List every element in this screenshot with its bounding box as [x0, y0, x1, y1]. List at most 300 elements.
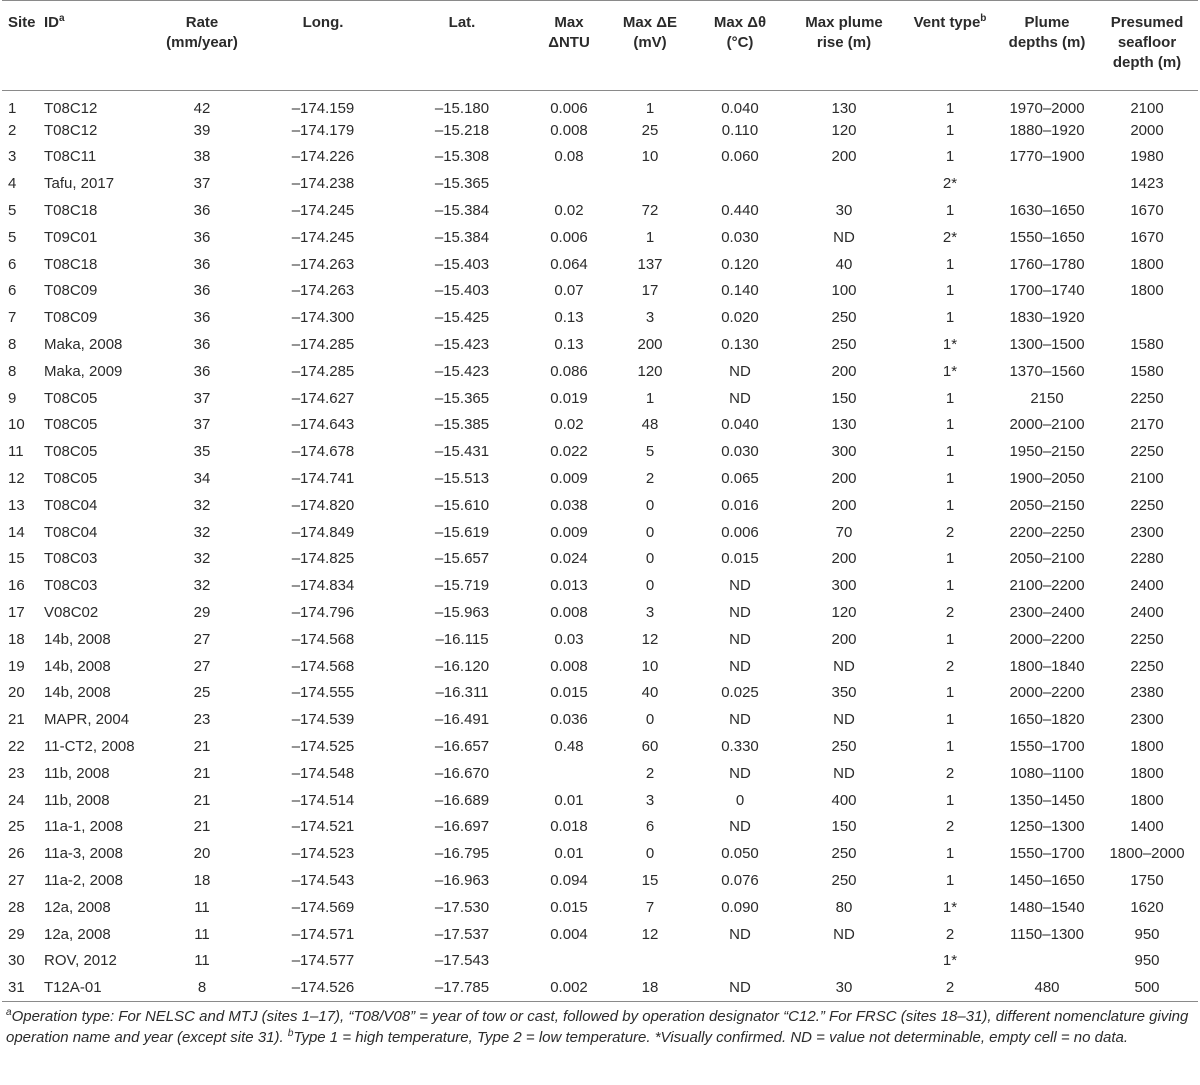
cell-vent-type: 1 [945, 684, 955, 702]
cell-site: 29 [8, 925, 25, 943]
cell-max-ntu: 0.08 [554, 148, 584, 166]
cell-lat: –15.385 [434, 416, 490, 434]
cell-plume-depths: 1700–1740 [1009, 282, 1085, 300]
table-row [2, 305, 1198, 332]
cell-max-de: 72 [641, 202, 659, 220]
cell-seafloor-depth: 2000 [1130, 121, 1164, 139]
cell-id: 14b, 2008 [44, 630, 111, 648]
cell-vent-type: 1 [945, 309, 955, 327]
cell-max-plume-rise: 150 [831, 389, 857, 407]
table-row [2, 439, 1198, 466]
cell-id: T08C09 [44, 309, 98, 327]
cell-max-ntu: 0.13 [554, 336, 584, 354]
table-row [2, 787, 1198, 814]
cell-max-plume-rise: ND [833, 228, 855, 246]
cell-site: 30 [8, 952, 25, 970]
cell-lat: –15.384 [434, 228, 490, 246]
table-row [2, 144, 1198, 171]
cell-rate: 39 [193, 121, 211, 139]
cell-lat: –15.218 [434, 121, 490, 139]
cell-max-plume-rise: 250 [831, 872, 857, 889]
cell-vent-type: 1 [945, 100, 955, 118]
cell-id: T08C12 [44, 100, 98, 118]
cell-max-de: 5 [645, 443, 655, 461]
cell-lat: –16.697 [434, 818, 490, 836]
cell-vent-type: 1* [942, 336, 958, 354]
cell-rate: 8 [150, 975, 254, 1002]
cell-rate: 21 [193, 738, 211, 756]
cell-site: 10 [8, 416, 25, 434]
cell-site: 15 [8, 550, 25, 568]
cell-site: 19 [8, 657, 25, 675]
cell-seafloor-depth: 1670 [1130, 202, 1164, 220]
cell-long: –174.521 [291, 818, 355, 836]
cell-lat: –15.657 [434, 550, 490, 568]
cell-site: 12 [8, 470, 25, 488]
cell-rate: 11 [194, 952, 210, 970]
header-seafloor-depth: Presumed seafloor depth (m) [1110, 14, 1184, 71]
cell-lat: –17.543 [434, 952, 490, 970]
cell-max-plume-rise: 200 [831, 496, 857, 514]
cell-plume-depths: 1800–1840 [1009, 657, 1085, 675]
cell-max-plume-rise [786, 171, 902, 198]
cell-vent-type: 2* [942, 175, 958, 193]
cell-plume-depths: 1350–1450 [1009, 791, 1085, 809]
cell-plume-depths: 1150–1300 [1010, 925, 1084, 943]
cell-plume-depths: 1550–1700 [1009, 738, 1085, 756]
table-row [2, 332, 1198, 359]
cell-plume-depths: 1370–1560 [1009, 362, 1085, 380]
cell-max-dtheta: 0.090 [721, 898, 759, 916]
table-row [2, 600, 1198, 627]
cell-vent-type: 1 [945, 202, 955, 220]
cell-seafloor-depth: 1400 [1130, 818, 1164, 836]
header-max-de: Max ΔE (mV) [622, 14, 678, 51]
cell-site: 20 [8, 684, 25, 702]
cell-rate: 37 [193, 389, 211, 407]
cell-seafloor-depth: 1800 [1130, 738, 1164, 756]
table-row [2, 760, 1198, 787]
table-row [2, 224, 1198, 251]
table-row [2, 412, 1198, 439]
cell-vent-type: 1 [945, 496, 955, 514]
cell-max-plume-rise: 250 [831, 309, 857, 327]
cell-long: –174.263 [291, 282, 355, 300]
cell-id: 11a-1, 2008 [44, 818, 123, 836]
cell-rate: 23 [193, 711, 211, 729]
cell-plume-depths: 1300–1500 [1009, 336, 1085, 354]
cell-plume-depths: 1080–1100 [1010, 764, 1084, 782]
cell-vent-type: 2 [945, 523, 955, 541]
cell-long: –174.627 [291, 389, 355, 407]
cell-max-ntu [532, 760, 606, 787]
cell-max-de: 7 [645, 898, 655, 916]
cell-seafloor-depth: 1580 [1130, 336, 1164, 354]
cell-plume-depths: 2100–2200 [1009, 577, 1085, 595]
cell-seafloor-depth: 1800 [1130, 255, 1164, 273]
cell-max-ntu: 0.01 [554, 845, 584, 863]
cell-max-ntu: 0.02 [554, 202, 584, 220]
cell-rate: 38 [193, 148, 211, 166]
cell-long: –174.539 [291, 711, 355, 729]
cell-rate: 18 [193, 872, 211, 889]
cell-site: 27 [8, 872, 25, 889]
cell-long: –174.525 [291, 738, 355, 756]
cell-max-ntu [532, 171, 606, 198]
cell-id: T08C03 [44, 577, 98, 595]
cell-vent-type: 1 [945, 416, 955, 434]
cell-seafloor-depth: 1980 [1130, 148, 1164, 166]
table-row [2, 653, 1198, 680]
cell-vent-type: 2 [945, 657, 955, 675]
table-row [2, 519, 1198, 546]
cell-plume-depths [998, 948, 1096, 975]
cell-max-plume-rise: ND [833, 711, 855, 729]
cell-rate: 11 [194, 925, 210, 943]
cell-long: –174.834 [291, 577, 355, 595]
cell-max-plume-rise: 200 [831, 362, 857, 380]
table-row [2, 573, 1198, 600]
cell-rate: 21 [193, 791, 211, 809]
cell-max-dtheta: 0.050 [721, 845, 759, 863]
cell-site: 3 [8, 148, 17, 166]
cell-vent-type: 1 [945, 470, 955, 488]
cell-site: 6 [8, 282, 17, 300]
cell-max-de: 0 [645, 845, 655, 863]
table-row [2, 707, 1198, 734]
cell-id: T08C12 [44, 121, 98, 139]
cell-max-plume-rise: 350 [831, 684, 857, 702]
cell-long: –174.245 [291, 202, 355, 220]
cell-seafloor-depth: 1580 [1130, 362, 1164, 380]
cell-max-plume-rise: 130 [831, 416, 857, 434]
cell-site: 22 [8, 738, 25, 756]
header-plume-depths: Plume depths (m) [1008, 14, 1086, 51]
cell-max-ntu: 0.009 [550, 470, 588, 488]
cell-max-plume-rise: 120 [831, 121, 857, 139]
header-vent-type: Vent type$^b$ [913, 13, 987, 31]
cell-max-dtheta: 0.030 [721, 228, 759, 246]
cell-lat: –15.423 [434, 336, 490, 354]
cell-site: 31 [2, 975, 38, 1002]
cell-long: –174.263 [291, 255, 355, 273]
cell-plume-depths: 2150 [1030, 389, 1064, 407]
cell-max-de: 120 [637, 362, 663, 380]
cell-rate: 11 [194, 898, 210, 916]
cell-id: 12a, 2008 [44, 925, 111, 943]
cell-site: 14 [8, 523, 25, 541]
cell-id: 14b, 2008 [44, 657, 111, 675]
cell-plume-depths: 1880–1920 [1009, 121, 1085, 139]
cell-max-de: 10 [641, 657, 659, 675]
cell-lat: –15.963 [434, 604, 490, 622]
cell-max-ntu: 0.07 [554, 282, 584, 300]
cell-vent-type: 1 [945, 711, 955, 729]
cell-vent-type: 1 [945, 791, 955, 809]
cell-site: 17 [8, 604, 25, 622]
cell-lat: –15.513 [434, 470, 490, 488]
cell-max-ntu [532, 948, 606, 975]
cell-lat: –16.120 [434, 657, 490, 675]
cell-vent-type: 1* [942, 952, 958, 970]
cell-rate: 32 [193, 550, 211, 568]
cell-rate: 29 [193, 604, 211, 622]
cell-max-de [606, 948, 694, 975]
cell-max-ntu: 0.094 [550, 872, 588, 889]
footnote-a-mark: a [6, 1007, 12, 1019]
table-row [2, 948, 1198, 975]
cell-rate: 37 [193, 416, 211, 434]
footnote-a-text: Operation type: For NELSC and MTJ (sites 1–17), “T08/V08” = year of tow or cast, followed by operation designator “C12.” For FRSC (sites 18–31), different nomenclature giving operation name and year (except site 31). [6, 1008, 1189, 1047]
cell-max-ntu: 0.02 [554, 416, 584, 434]
cell-max-dtheta: 0.065 [721, 470, 759, 488]
cell-long: –174.226 [291, 148, 355, 166]
cell-max-ntu: 0.48 [554, 738, 584, 756]
cell-rate: 27 [193, 657, 211, 675]
cell-plume-depths: 2000–2200 [1009, 630, 1085, 648]
header-max-dtheta: Max Δθ (°C) [713, 14, 767, 51]
cell-long: –174.285 [291, 336, 355, 354]
cell-max-ntu: 0.006 [550, 228, 588, 246]
cell-max-de: 48 [641, 416, 659, 434]
cell-id: Tafu, 2017 [44, 175, 115, 193]
cell-max-plume-rise: 200 [831, 470, 857, 488]
cell-lat: –15.308 [434, 148, 490, 166]
cell-lat: –17.530 [434, 898, 490, 916]
cell-site: 24 [8, 791, 25, 809]
table-row [2, 894, 1198, 921]
cell-max-ntu: 0.13 [554, 309, 584, 327]
cell-seafloor-depth: 1800 [1130, 282, 1164, 300]
cell-max-plume-rise: 200 [831, 550, 857, 568]
cell-site: 28 [8, 898, 25, 916]
cell-plume-depths: 1650–1820 [1009, 711, 1085, 729]
cell-long: –174.526 [254, 975, 392, 1002]
cell-max-de: 2 [645, 470, 655, 488]
cell-max-dtheta [694, 948, 786, 975]
cell-max-dtheta: ND [729, 657, 751, 675]
cell-max-dtheta: 0.016 [721, 496, 759, 514]
cell-id: 11b, 2008 [44, 764, 110, 782]
cell-max-plume-rise: 250 [831, 738, 857, 756]
table-row [2, 626, 1198, 653]
cell-max-plume-rise: 200 [831, 148, 857, 166]
cell-max-dtheta: ND [729, 630, 751, 648]
cell-id: 11b, 2008 [44, 791, 110, 809]
cell-id: T08C03 [44, 550, 98, 568]
cell-seafloor-depth: 2100 [1130, 100, 1164, 118]
cell-seafloor-depth: 2380 [1130, 684, 1164, 702]
cell-rate: 21 [193, 818, 211, 836]
cell-max-dtheta: 0.025 [721, 684, 759, 702]
cell-site: 26 [8, 845, 25, 863]
cell-rate: 36 [193, 362, 211, 380]
cell-max-dtheta: 0.140 [721, 282, 759, 300]
cell-vent-type: 2* [942, 228, 958, 246]
cell-max-de: 2 [645, 764, 655, 782]
cell-lat: –16.689 [434, 791, 490, 809]
cell-id: T08C05 [44, 443, 98, 461]
cell-vent-type: 2 [945, 764, 955, 782]
cell-rate: 36 [193, 255, 211, 273]
cell-seafloor-depth: 1800–2000 [1109, 845, 1185, 863]
cell-site: 6 [8, 255, 17, 273]
cell-seafloor-depth: 2250 [1130, 657, 1164, 675]
cell-plume-depths: 2050–2150 [1009, 496, 1085, 514]
cell-vent-type: 1 [945, 872, 955, 889]
cell-max-plume-rise: 300 [831, 577, 857, 595]
cell-max-ntu: 0.008 [550, 657, 588, 675]
cell-max-dtheta: ND [729, 577, 751, 595]
cell-site: 8 [8, 336, 17, 354]
cell-plume-depths [998, 171, 1096, 198]
cell-rate: 32 [193, 523, 211, 541]
cell-max-plume-rise: 150 [831, 818, 857, 836]
cell-long: –174.238 [291, 175, 355, 193]
cell-lat: –15.610 [434, 496, 490, 514]
cell-max-dtheta: 0.076 [721, 872, 759, 889]
cell-id: T08C05 [44, 416, 98, 434]
cell-max-dtheta: ND [729, 818, 751, 836]
cell-id: T12A-01 [38, 975, 150, 1002]
cell-rate: 35 [193, 443, 211, 461]
cell-max-plume-rise: 120 [831, 604, 857, 622]
cell-max-de [606, 171, 694, 198]
cell-lat: –16.311 [435, 684, 489, 702]
cell-max-de: 3 [645, 791, 655, 809]
cell-rate: 32 [193, 496, 211, 514]
cell-lat: –17.785 [392, 975, 532, 1002]
cell-seafloor-depth: 2170 [1130, 416, 1164, 434]
header-max-plume-rise: Max plume rise (m) [805, 14, 883, 51]
cell-max-plume-rise: 130 [831, 100, 857, 118]
cell-seafloor-depth: 1800 [1130, 791, 1164, 809]
cell-lat: –16.670 [434, 764, 490, 782]
cell-plume-depths: 2300–2400 [1009, 604, 1085, 622]
cell-long: –174.300 [291, 309, 355, 327]
cell-max-dtheta: 0.110 [721, 121, 759, 139]
cell-seafloor-depth: 2250 [1130, 630, 1164, 648]
cell-plume-depths: 1970–2000 [1009, 100, 1085, 118]
cell-vent-type: 1* [942, 362, 958, 380]
cell-site: 8 [8, 362, 17, 380]
cell-id: 11a-3, 2008 [44, 845, 123, 863]
cell-plume-depths: 480 [998, 975, 1096, 1002]
cell-vent-type: 2 [945, 818, 955, 836]
cell-lat: –15.365 [434, 175, 490, 193]
cell-lat: –15.425 [434, 309, 490, 327]
cell-site: 13 [8, 496, 25, 514]
cell-lat: –15.384 [434, 202, 490, 220]
cell-id: T08C09 [44, 282, 98, 300]
table-row [2, 841, 1198, 868]
cell-vent-type: 2 [945, 604, 955, 622]
cell-seafloor-depth: 950 [1134, 925, 1160, 943]
cell-plume-depths: 2050–2100 [1009, 550, 1085, 568]
table-row [2, 198, 1198, 225]
cell-id: 12a, 2008 [44, 898, 111, 916]
cell-lat: –15.180 [434, 100, 490, 118]
cell-max-dtheta: 0.120 [721, 255, 759, 273]
cell-max-ntu: 0.018 [550, 818, 588, 836]
cell-max-ntu: 0.008 [550, 121, 588, 139]
table-row [2, 868, 1198, 895]
cell-id: T08C11 [44, 148, 97, 166]
cell-site: 25 [8, 818, 25, 836]
cell-lat: –16.115 [435, 630, 489, 648]
cell-seafloor-depth: 2300 [1130, 711, 1164, 729]
cell-plume-depths: 1950–2150 [1009, 443, 1085, 461]
cell-max-plume-rise: ND [833, 925, 855, 943]
cell-max-ntu: 0.022 [550, 443, 588, 461]
table-header [2, 1, 1198, 91]
cell-seafloor-depth: 2400 [1130, 577, 1164, 595]
cell-max-ntu: 0.008 [550, 604, 588, 622]
table-row [2, 466, 1198, 493]
cell-vent-type: 1 [945, 738, 955, 756]
cell-lat: –16.963 [434, 872, 490, 889]
cell-max-ntu: 0.03 [554, 630, 584, 648]
cell-id: 14b, 2008 [44, 684, 111, 702]
cell-max-dtheta: ND [694, 975, 786, 1002]
table-row [2, 734, 1198, 761]
cell-plume-depths: 1250–1300 [1009, 818, 1085, 836]
cell-max-dtheta [694, 171, 786, 198]
cell-max-ntu: 0.002 [532, 975, 606, 1002]
cell-long: –174.820 [291, 496, 355, 514]
cell-seafloor-depth: 2250 [1130, 389, 1164, 407]
cell-lat: –16.657 [434, 738, 490, 756]
cell-max-plume-rise: 80 [835, 898, 853, 916]
cell-max-ntu: 0.015 [550, 898, 588, 916]
cell-lat: –15.403 [434, 255, 490, 273]
table-row [2, 117, 1198, 144]
cell-seafloor-depth: 500 [1096, 975, 1198, 1002]
cell-rate: 42 [193, 100, 211, 118]
cell-max-ntu: 0.006 [550, 100, 588, 118]
cell-max-de: 1 [645, 228, 655, 246]
cell-max-de: 0 [645, 496, 655, 514]
cell-rate: 36 [193, 202, 211, 220]
cell-site: 5 [8, 228, 17, 246]
cell-max-ntu: 0.019 [550, 389, 588, 407]
cell-vent-type: 1 [945, 255, 955, 273]
cell-id: T08C05 [44, 470, 98, 488]
cell-max-de: 18 [606, 975, 694, 1002]
cell-vent-type: 1 [945, 282, 955, 300]
cell-max-de: 0 [645, 711, 655, 729]
cell-site: 18 [8, 630, 25, 648]
cell-long: –174.796 [291, 604, 355, 622]
table-row [2, 278, 1198, 305]
cell-rate: 27 [193, 630, 211, 648]
cell-max-plume-rise [786, 948, 902, 975]
cell-long: –174.678 [291, 443, 355, 461]
cell-plume-depths: 2000–2100 [1009, 416, 1085, 434]
cell-site: 4 [8, 175, 17, 193]
cell-vent-type: 1 [945, 630, 955, 648]
cell-long: –174.514 [291, 791, 355, 809]
cell-lat: –17.537 [434, 925, 490, 943]
cell-long: –174.849 [291, 523, 355, 541]
cell-max-plume-rise: 250 [831, 845, 857, 863]
cell-id: ROV, 2012 [44, 952, 117, 970]
cell-site: 21 [8, 711, 25, 729]
cell-id: T08C04 [44, 523, 98, 541]
cell-max-plume-rise: 40 [835, 255, 853, 273]
cell-seafloor-depth: 1800 [1130, 764, 1164, 782]
table-row [2, 91, 1198, 118]
